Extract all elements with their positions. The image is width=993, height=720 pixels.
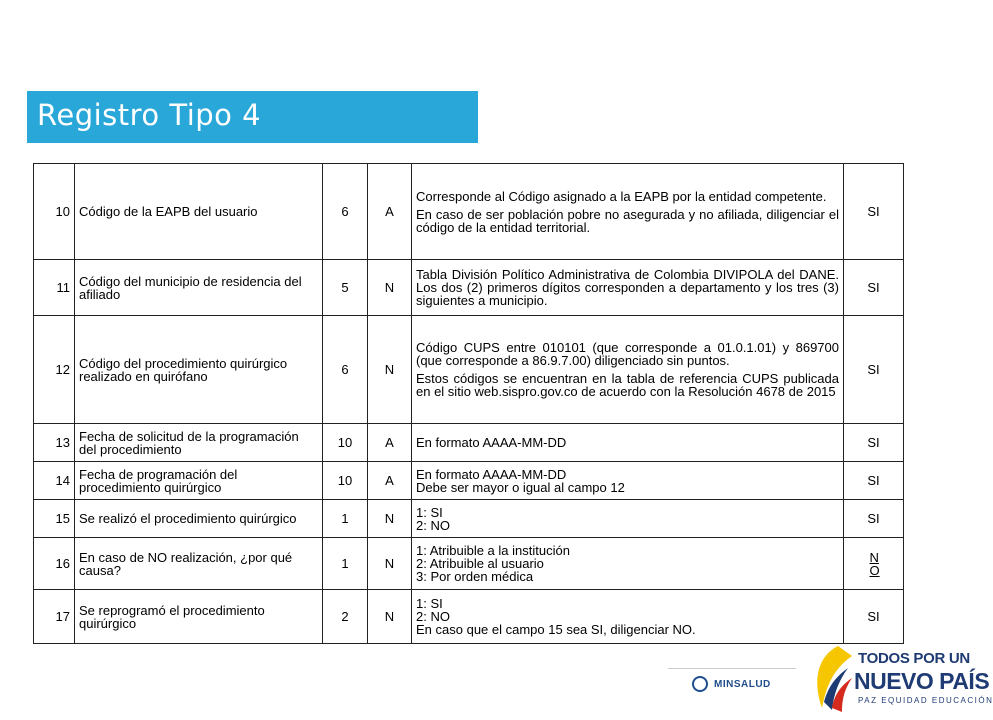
field-type: N: [368, 500, 412, 538]
table-row: [34, 424, 904, 462]
table-row: [34, 462, 904, 500]
field-required: [844, 260, 904, 316]
required-value: SI: [867, 473, 880, 488]
description-line: En caso que el campo 15 sea SI, diligenciar NO.: [416, 622, 696, 637]
field-number: 10: [34, 164, 75, 260]
field-required: [844, 164, 904, 260]
field-description: [412, 260, 844, 316]
todos-por-un-nuevo-pais-logo: [808, 642, 993, 712]
field-type: A: [368, 164, 412, 260]
description-line: En formato AAAA-MM-DD: [416, 435, 567, 450]
field-length: 6: [323, 164, 368, 260]
flag-swoosh-icon: [808, 642, 856, 712]
description-line: 1: SI: [416, 504, 443, 520]
field-required: [844, 316, 904, 424]
field-number: 12: [34, 316, 75, 424]
description-line: Debe ser mayor o igual al campo 12: [416, 479, 625, 495]
field-type: A: [368, 462, 412, 500]
field-number: 15: [34, 500, 75, 538]
field-description: [412, 164, 844, 260]
field-name: Fecha de programación del procedimiento quirúrgico: [75, 462, 323, 500]
table-row: [34, 260, 904, 316]
minsalud-text: MINSALUD: [714, 678, 771, 690]
field-number: 16: [34, 538, 75, 590]
required-value: SI: [867, 280, 880, 295]
table-row: [34, 164, 904, 260]
field-length: 10: [323, 424, 368, 462]
field-spec-table: [33, 163, 904, 644]
table-row: [34, 590, 904, 644]
field-name: En caso de NO realización, ¿por qué causa?: [75, 538, 323, 590]
description-line: Estos códigos se encuentran en la tabla de referencia CUPS publicada en el sitio web.sispro.gov.co de acuerdo con la Resolución 4678 de 2015: [416, 371, 839, 399]
description-line: 1: Atribuible a la institución: [416, 543, 570, 558]
tpu-line-1: TODOS POR UN: [858, 650, 970, 667]
field-length: 5: [323, 260, 368, 316]
field-required: [844, 424, 904, 462]
minsalud-logo: [668, 668, 796, 699]
tpu-line-3: PAZ EQUIDAD EDUCACIÓN: [858, 696, 993, 705]
description-line: En caso de ser población pobre no asegurada y no afiliada, diligenciar el código de la entidad territorial.: [416, 206, 839, 235]
required-value: NO: [869, 549, 880, 578]
table-row: [34, 316, 904, 424]
field-length: 1: [323, 538, 368, 590]
field-description: [412, 500, 844, 538]
field-type: N: [368, 538, 412, 590]
tpu-line-2: NUEVO PAÍS: [854, 668, 990, 694]
field-number: 17: [34, 590, 75, 644]
field-type: A: [368, 424, 412, 462]
field-number: 13: [34, 424, 75, 462]
field-required: [844, 590, 904, 644]
field-required: [844, 500, 904, 538]
description-line: 1: SI: [416, 596, 443, 611]
field-length: 1: [323, 500, 368, 538]
description-line: 3: Por orden médica: [416, 569, 534, 584]
field-name: Se realizó el procedimiento quirúrgico: [75, 500, 323, 538]
field-length: 6: [323, 316, 368, 424]
field-number: 11: [34, 260, 75, 316]
field-length: 10: [323, 462, 368, 500]
description-line: En formato AAAA-MM-DD: [416, 466, 567, 482]
field-description: [412, 462, 844, 500]
field-required: [844, 538, 904, 590]
title-bar: [27, 91, 478, 143]
field-description: [412, 424, 844, 462]
required-value: SI: [867, 204, 880, 219]
page-title: Registro Tipo 4: [37, 98, 262, 132]
field-type: N: [368, 260, 412, 316]
description-line: Tabla División Político Administrativa de Colombia DIVIPOLA del DANE. Los dos (2) primeros dígitos corresponden a departamento y los tres (3) siguientes a municipio.: [416, 267, 839, 308]
field-name: Código de la EAPB del usuario: [75, 164, 323, 260]
description-line: Código CUPS entre 010101 (que corresponde a 01.0.1.01) y 869700 (que corresponde a 86.9.7.00) diligenciado sin puntos.: [416, 340, 839, 368]
required-value: SI: [867, 511, 880, 526]
coat-of-arms-icon: [692, 676, 708, 692]
field-length: 2: [323, 590, 368, 644]
description-line: Corresponde al Código asignado a la EAPB por la entidad competente.: [416, 188, 827, 204]
required-value: SI: [867, 362, 880, 377]
field-description: [412, 538, 844, 590]
table-row: [34, 500, 904, 538]
field-required: [844, 462, 904, 500]
required-value: SI: [867, 435, 880, 450]
required-value: SI: [867, 609, 880, 624]
table-row: [34, 538, 904, 590]
footer-logos: [668, 640, 993, 715]
field-type: N: [368, 316, 412, 424]
field-name: Se reprogramó el procedimiento quirúrgico: [75, 590, 323, 644]
field-name: Código del procedimiento quirúrgico realizado en quirófano: [75, 316, 323, 424]
field-number: 14: [34, 462, 75, 500]
field-name: Fecha de solicitud de la programación del procedimiento: [75, 424, 323, 462]
field-description: [412, 316, 844, 424]
field-name: Código del municipio de residencia del afiliado: [75, 260, 323, 316]
description-line: 2: NO: [416, 609, 450, 624]
description-line: 2: NO: [416, 517, 450, 533]
field-description: [412, 590, 844, 644]
description-line: 2: Atribuible al usuario: [416, 556, 544, 571]
field-type: N: [368, 590, 412, 644]
